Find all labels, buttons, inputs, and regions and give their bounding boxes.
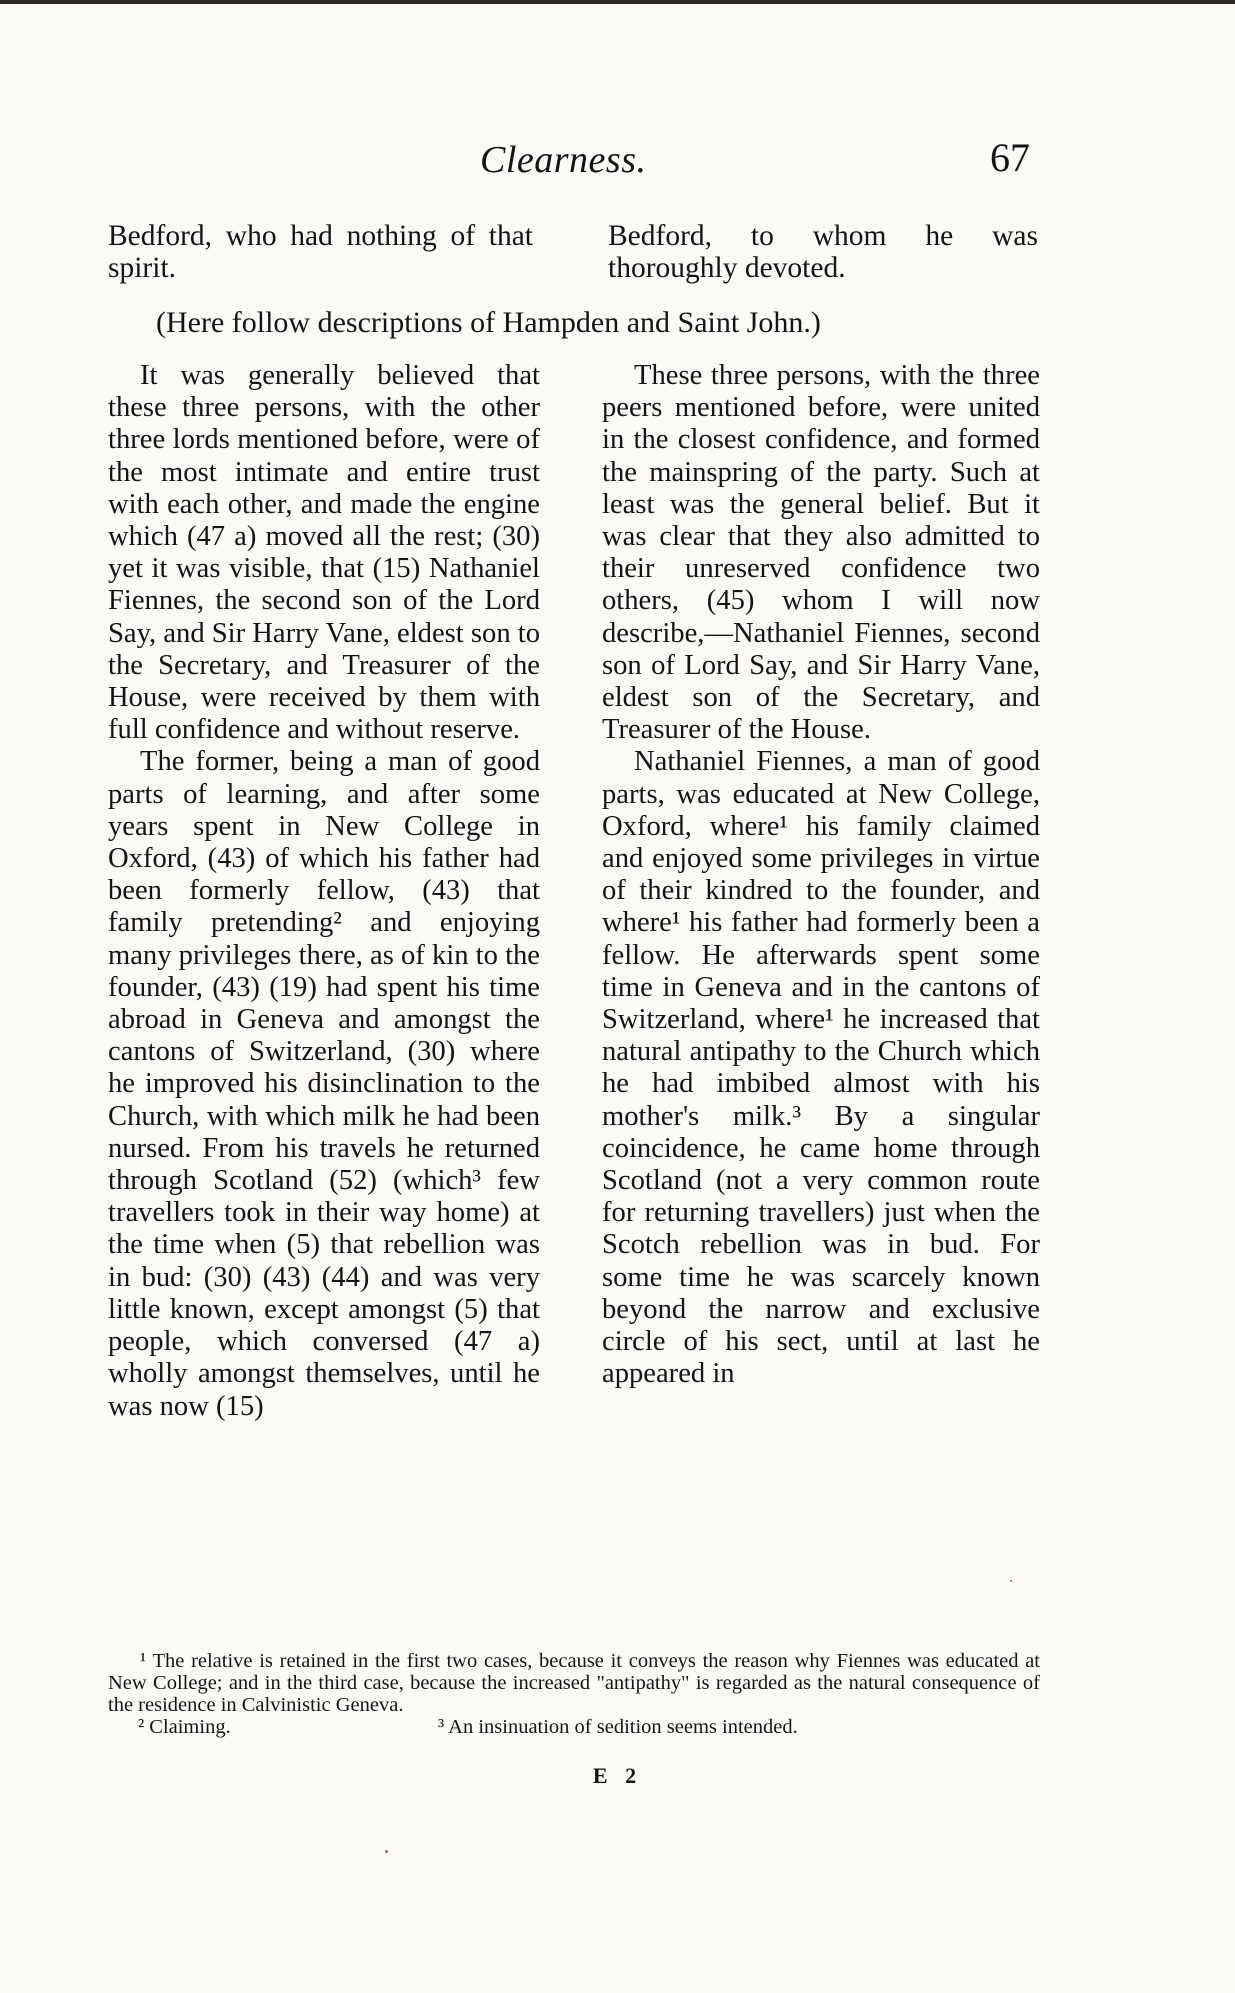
left-paragraph-1: It was generally believed that these three persons, with the other three lords mentioned before, were of the most intimate and entire trust with each other, and made the engine which (47 a) moved all the rest; (30) yet it was visible, that (15) Nathaniel Fiennes, the second son of the Lord Say, and Sir Harry Vane, eldest son to the Secretary, and Treasurer of the House, were received by them with full confidence and without reserve. (108, 360, 541, 746)
opening-left (108, 220, 533, 284)
opening-right-text: Bedford, to whom he was thoroughly devoted. (608, 220, 1038, 284)
top-rule (0, 0, 1235, 4)
opening-lines (108, 220, 1038, 284)
paper-speck (385, 1850, 388, 1853)
right-paragraph-1: These three persons, with the three peers mentioned before, were united in the closest confidence, and formed the mainspring of the party. Such at least was the general belief. But it was clear that they also admitted to their unreserved confidence two others, (45) whom I will now describe,—Nathaniel Fiennes, second son of Lord Say, and Sir Harry Vane, eldest son of the Secretary, and Treasurer of the House. (602, 360, 1040, 746)
opening-left-text: Bedford, who had nothing of that spirit. (108, 220, 533, 284)
page-number: 67 (990, 135, 1030, 180)
signature-mark: E 2 (592, 1763, 643, 1788)
footnote-row (108, 1716, 1040, 1738)
page-header (110, 135, 1030, 198)
footnote-1: ¹ The relative is retained in the first two cases, because it conveys the reason why Fiennes was educated at New College; and in the third case, because the increased "antipathy" is regarded as the natural consequence of the residence in Calvinistic Geneva. (108, 1650, 1040, 1716)
interlude-note: (Here follow descriptions of Hampden and Saint John.) (156, 306, 821, 339)
footnote-2: ² Claiming. (138, 1716, 231, 1738)
running-title: Clearness. (480, 139, 647, 181)
opening-right (608, 220, 1038, 284)
left-paragraph-2: The former, being a man of good parts of learning, and after some years spent in New College in Oxford, (43) of which his father had been formerly fellow, (43) that family pretending² and enjoying many privileges there, as of kin to the founder, (43) (19) had spent his time abroad in Geneva and amongst the cantons of Switzerland, (30) where he improved his disinclination to the Church, with which milk he had been nursed. From his travels he returned through Scotland (52) (which³ few travellers took in their way home) at the time when (5) that rebellion was in bud: (30) (43) (44) and was very little known, except amongst (5) that people, which conversed (47 a) wholly amongst themselves, until he was now (15) (108, 746, 540, 1422)
parallel-columns (108, 360, 1040, 1423)
right-column-revision (602, 360, 1040, 1423)
footnote-3: ³ An insinuation of sedition seems intended. (438, 1716, 798, 1738)
paper-speck (1010, 1580, 1012, 1582)
right-paragraph-2: Nathaniel Fiennes, a man of good parts, was educated at New College, Oxford, where¹ his family claimed and enjoyed some privileges in virtue of their kindred to the founder, and where¹ his father had formerly been a fellow. He afterwards spent some time in Geneva and in the cantons of Switzerland, where¹ he increased that natural antipathy to the Church which he had imbibed almost with his mother's milk.³ By a singular coincidence, he came home through Scotland (not a very common route for returning travellers) just when the Scotch rebellion was in bud. For some time he was scarcely known beyond the narrow and exclusive circle of his sect, until at last he appeared in (602, 746, 1040, 1390)
left-column-original (108, 360, 540, 1423)
footnotes (108, 1650, 1040, 1738)
